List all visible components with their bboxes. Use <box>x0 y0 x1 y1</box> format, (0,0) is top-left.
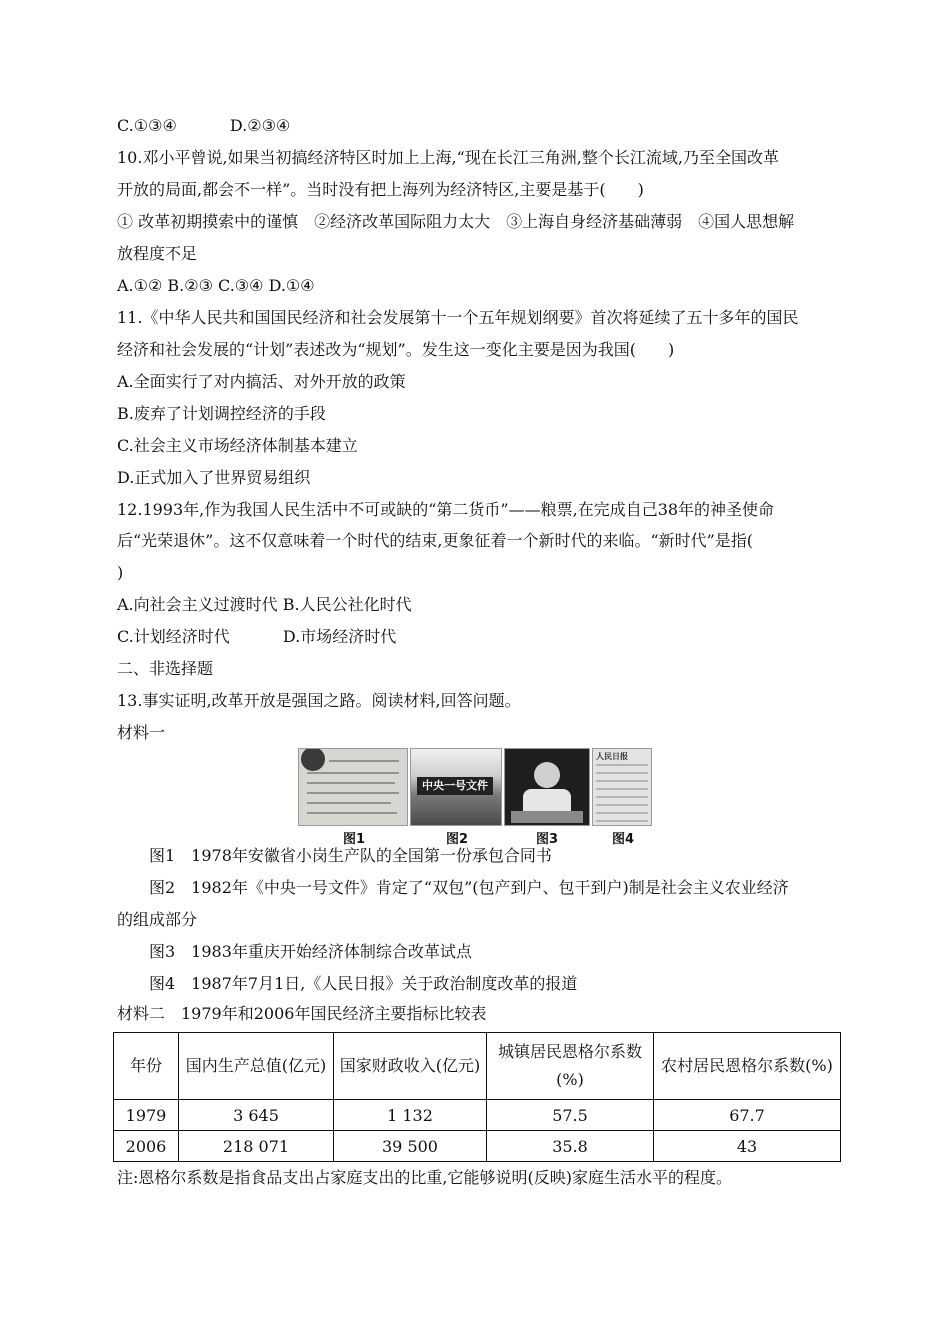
chongqing-speaker-image <box>504 748 590 826</box>
q12-stem-line2: 后“光荣退休”。这不仅意味着一个时代的结束,更象征着一个新时代的来临。“新时代”是指( <box>117 531 754 550</box>
cell-rural-engel: 43 <box>654 1131 841 1162</box>
figure-2-description-line1: 图2 1982年《中央一号文件》肯定了“双包”(包产到户、包干到户)制是社会主义农业经济 <box>149 878 789 897</box>
q10-stem-line2: 开放的局面,都会不一样”。当时没有把上海列为经济特区,主要是基于( ) <box>117 180 644 199</box>
q10-statements-line2: 放程度不足 <box>117 244 198 263</box>
peoples-daily-image <box>592 748 652 826</box>
q12-stem-line3: ) <box>117 563 124 582</box>
header-fiscal-revenue: 国家财政收入(亿元) <box>334 1033 487 1100</box>
header-year: 年份 <box>114 1033 179 1100</box>
document-no1-image <box>410 748 502 826</box>
document-no1-banner: 中央一号文件 <box>417 777 493 795</box>
speaker-graphic <box>505 749 589 825</box>
q12-options-cd: C.计划经济时代 D.市场经济时代 <box>117 627 397 646</box>
material-one-figures <box>298 748 658 848</box>
q10-statements-line1: ① 改革初期摸索中的谨慎 ②经济改革国际阻力太大 ③上海自身经济基础薄弱 ④国人思想解 <box>117 212 795 231</box>
q11-option-a: A.全面实行了对内搞活、对外开放的政策 <box>117 372 406 391</box>
cell-year: 1979 <box>114 1100 179 1131</box>
contract-document-image <box>298 748 408 826</box>
q11-option-c: C.社会主义市场经济体制基本建立 <box>117 436 358 455</box>
newspaper-masthead: 人民日报 <box>596 751 628 761</box>
table-row <box>114 1131 841 1162</box>
section-heading: 二、非选择题 <box>117 659 214 678</box>
table-row <box>114 1100 841 1131</box>
q12-options-ab: A.向社会主义过渡时代 B.人民公社化时代 <box>117 595 412 614</box>
cell-rural-engel: 67.7 <box>654 1100 841 1131</box>
figure-caption-4: 图4 <box>612 832 635 847</box>
cell-fiscal-revenue: 39 500 <box>334 1131 487 1162</box>
header-urban-engel <box>487 1033 654 1100</box>
q11-stem-line1: 11.《中华人民共和国国民经济和社会发展第十一个五年规划纲要》首次将延续了五十多年的国民 <box>117 308 799 327</box>
q11-option-d: D.正式加入了世界贸易组织 <box>117 468 311 487</box>
header-gdp: 国内生产总值(亿元) <box>179 1033 334 1100</box>
q13-stem: 13.事实证明,改革开放是强国之路。阅读材料,回答问题。 <box>117 691 521 710</box>
q11-stem-line2: 经济和社会发展的“计划”表述改为“规划”。发生这一变化主要是因为我国( ) <box>117 340 675 359</box>
q10-stem-line1: 10.邓小平曾说,如果当初搞经济特区时加上上海,“现在长江三角洲,整个长江流域,乃至全国改革 <box>117 148 779 167</box>
figure-3-description: 图3 1983年重庆开始经济体制综合改革试点 <box>149 942 472 961</box>
figure-1-description: 图1 1978年安徽省小岗生产队的全国第一份承包合同书 <box>149 846 552 865</box>
figure-4-description: 图4 1987年7月1日,《人民日报》关于政治制度改革的报道 <box>149 974 578 993</box>
cell-gdp: 3 645 <box>179 1100 334 1131</box>
table-header-row <box>114 1033 841 1100</box>
contract-document-graphic <box>299 749 407 825</box>
cell-year: 2006 <box>114 1131 179 1162</box>
cell-fiscal-revenue: 1 132 <box>334 1100 487 1131</box>
material-two-title: 材料二 1979年和2006年国民经济主要指标比较表 <box>117 1004 487 1023</box>
figure-caption-1: 图1 <box>343 832 366 847</box>
header-rural-engel: 农村居民恩格尔系数(%) <box>654 1033 841 1100</box>
material-one-label: 材料一 <box>117 723 166 742</box>
figure-2-description-line2: 的组成部分 <box>117 910 198 929</box>
figure-caption-3: 图3 <box>536 832 559 847</box>
cell-urban-engel: 35.8 <box>487 1131 654 1162</box>
q10-options: A.①② B.②③ C.③④ D.①④ <box>117 276 315 295</box>
q9-options-cd: C.①③④ D.②③④ <box>117 116 291 135</box>
figure-caption-2: 图2 <box>446 832 469 847</box>
table-note: 注:恩格尔系数是指食品支出占家庭支出的比重,它能够说明(反映)家庭生活水平的程度。 <box>117 1168 732 1187</box>
header-urban-engel-label: 城镇居民恩格尔系数 <box>497 1042 642 1061</box>
cell-urban-engel: 57.5 <box>487 1100 654 1131</box>
header-urban-engel-unit: (%) <box>556 1070 584 1089</box>
economic-indicators-table <box>113 1032 841 1162</box>
q12-stem-line1: 12.1993年,作为我国人民生活中不可或缺的“第二货币”——粮票,在完成自己38年的神圣使命 <box>117 500 775 519</box>
q11-option-b: B.废弃了计划调控经济的手段 <box>117 404 326 423</box>
cell-gdp: 218 071 <box>179 1131 334 1162</box>
